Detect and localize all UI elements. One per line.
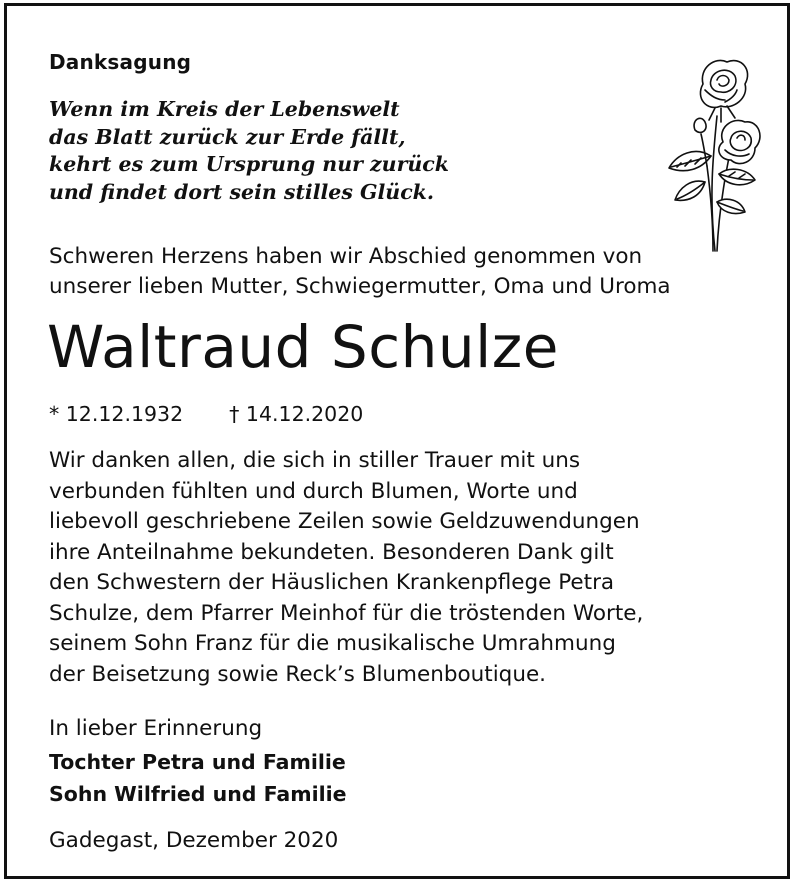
paragraph-line: den Schwestern der Häuslichen Krankenpflege Petra — [49, 570, 615, 595]
paragraph-line: verbunden fühlten und durch Blumen, Worte und — [49, 478, 578, 504]
death-date: † 14.12.2020 — [229, 402, 364, 426]
intro-text — [49, 242, 671, 302]
paragraph-line: Schulze, dem Pfarrer Meinhof für die tröstenden Worte, — [49, 600, 644, 626]
signer: Tochter Petra und Familie — [49, 750, 346, 774]
paragraph-line: liebevoll geschriebene Zeilen sowie Geldzuwendungen — [49, 509, 640, 534]
poem — [49, 96, 449, 206]
signers — [49, 746, 347, 810]
paragraph-line: seinem Sohn Franz für die musikalische Umrahmung — [49, 631, 616, 656]
poem-line: und findet dort sein stilles Glück. — [49, 179, 435, 204]
birth-date: * 12.12.1932 — [49, 402, 184, 426]
rose-illustration-icon — [655, 46, 765, 256]
deceased-name: Waltraud Schulze — [47, 313, 559, 381]
paragraph-line: der Beisetzung sowie Reck’s Blumenboutique. — [49, 661, 547, 687]
notice-heading: Danksagung — [49, 50, 192, 74]
poem-line: das Blatt zurück zur Erde fällt, — [49, 124, 406, 149]
place-and-date: Gadegast, Dezember 2020 — [49, 828, 339, 853]
intro-line: Schweren Herzens haben wir Abschied genommen von — [49, 244, 643, 269]
signer: Sohn Wilfried und Familie — [49, 782, 347, 806]
life-dates — [49, 400, 363, 428]
thanks-paragraph — [49, 446, 643, 690]
paragraph-line: ihre Anteilnahme bekundeten. Besonderen Dank gilt — [49, 539, 614, 565]
closing-phrase: In lieber Erinnerung — [49, 716, 263, 741]
intro-line: unserer lieben Mutter, Schwiegermutter, Oma und Uroma — [49, 274, 671, 299]
poem-line: Wenn im Kreis der Lebenswelt — [49, 97, 400, 121]
poem-line: kehrt es zum Ursprung nur zurück — [49, 152, 449, 176]
paragraph-line: Wir danken allen, die sich in stiller Trauer mit uns — [49, 448, 581, 473]
obituary-card — [4, 3, 790, 879]
